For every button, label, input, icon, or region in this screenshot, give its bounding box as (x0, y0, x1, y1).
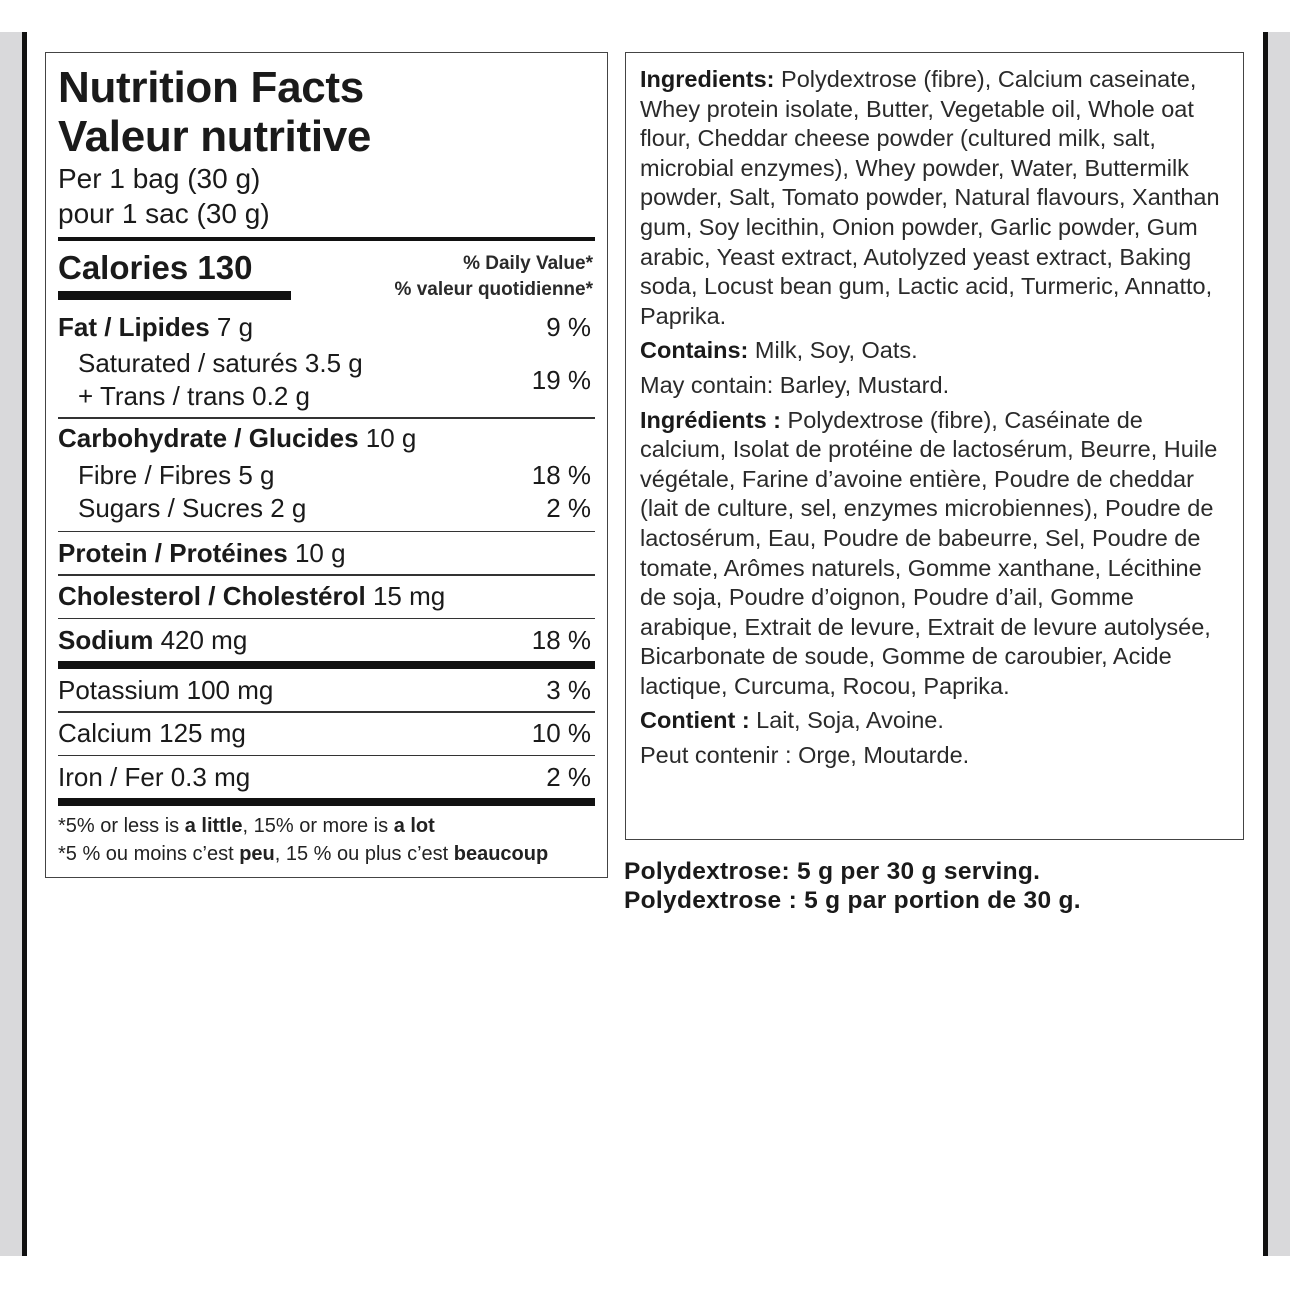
polydextrose-note-en: Polydextrose: 5 g per 30 g serving. (624, 858, 1041, 885)
saturated-trans-row (58, 347, 595, 413)
fat-percent: 9 % (546, 311, 591, 342)
fibre-row (58, 459, 595, 492)
polydextrose-note (624, 857, 1081, 915)
ingredients-panel (625, 52, 1244, 840)
cholesterol-label: Cholesterol / Cholestérol (58, 581, 366, 611)
calories-row (58, 241, 595, 305)
right-black-rule (1263, 32, 1268, 1256)
contains-en-label: Contains: (640, 337, 749, 364)
iron-percent: 2 % (546, 761, 591, 792)
footnote-en: *5% or less is a little, 15% or more is a lot (58, 815, 435, 837)
sodium-percent: 18 % (531, 624, 591, 655)
saturated-trans-percent: 19 % (531, 364, 591, 395)
carbohydrate-row (58, 419, 595, 459)
iron-label: Iron / Fer 0.3 mg (58, 761, 251, 792)
sodium-row (58, 619, 595, 661)
daily-value-header (395, 251, 593, 303)
nutrition-title-en: Nutrition Facts (58, 63, 364, 112)
fibre-percent: 18 % (531, 459, 591, 490)
sodium-label: Sodium (58, 624, 154, 655)
ingredients-fr-text: Polydextrose (fibre), Caséinate de calcium, Isolat de protéine de lactosérum, Beurre, Huile végétale, Farine d’avoine entière, Poudre de cheddar (lait de culture, sel, enzymes microbiennes), Poudre de lactosérum, Eau, Poudre de babeurre, Sel, Poudre de tomate, Arômes naturels, Gomme xanthane, Lécithine de soja, Poudre d’oignon, Poudre d’ail, Gomme arabique, Extrait de levure, Extrait de levure autolysée, Bicarbonate de soude, Gomme de caroubier, Acide lactique, Curcuma, Rocou, Paprika. (640, 406, 1218, 699)
calories-label: Calories 130 (58, 249, 253, 286)
protein-row (58, 532, 595, 574)
fat-row (58, 307, 595, 347)
ingredients-en-label: Ingredients: (640, 66, 775, 92)
potassium-label: Potassium 100 mg (58, 674, 274, 705)
daily-value-header-fr: % valeur quotidienne* (394, 279, 593, 300)
ingredients-fr (640, 406, 1229, 702)
fibre-label: Fibre / Fibres 5 g (78, 459, 275, 490)
calcium-percent: 10 % (531, 718, 591, 748)
left-black-rule (22, 32, 27, 1256)
polydextrose-note-fr: Polydextrose : 5 g par portion de 30 g. (624, 887, 1081, 914)
ingredients-fr-label: Ingrédients : (640, 406, 782, 433)
serving-size-fr: pour 1 sac (30 g) (58, 198, 270, 229)
potassium-percent: 3 % (546, 674, 591, 705)
fat-amount: 7 g (216, 311, 254, 342)
left-gray-margin (0, 32, 22, 1256)
fat-label: Fat / Lipides (58, 311, 210, 342)
sugars-row (58, 492, 595, 525)
footnote-fr: *5 % ou moins c’est peu, 15 % ou plus c’est beaucoup (58, 843, 549, 865)
serving-size-en: Per 1 bag (30 g) (58, 163, 261, 194)
carbohydrate-label: Carbohydrate / Glucides (58, 423, 359, 453)
contains-fr-text: Lait, Soja, Avoine. (749, 707, 944, 734)
carbohydrate-amount: 10 g (365, 423, 417, 453)
potassium-row (58, 669, 595, 711)
ingredients-en-text: Polydextrose (fibre), Calcium caseinate, Whey protein isolate, Butter, Vegetable oil, Whole oat flour, Cheddar cheese powder (cultured milk, salt, microbial enzymes), Whey powder, Water, Buttermilk powder, Salt, Tomato powder, Natural flavours, Xanthan gum, Soy lecithin, Onion powder, Garlic powder, Gum arabic, Yeast extract, Autolyzed yeast extract, Baking soda, Locust bean gum, Lactic acid, Turmeric, Annatto, Paprika. (640, 66, 1220, 329)
cholesterol-row (58, 576, 595, 618)
trans-fat: + Trans / trans 0.2 g (78, 381, 310, 411)
divider-thick (58, 661, 595, 669)
cholesterol-amount: 15 mg (372, 581, 446, 611)
saturated-fat: Saturated / saturés 3.5 g (78, 348, 363, 378)
protein-label: Protein / Protéines (58, 537, 288, 568)
calcium-row (58, 713, 595, 755)
sodium-amount: 420 mg (160, 624, 248, 655)
sugars-label: Sugars / Sucres 2 g (78, 492, 307, 523)
calories-underline (58, 291, 291, 300)
calcium-label: Calcium 125 mg (58, 718, 246, 748)
protein-amount: 10 g (294, 537, 346, 568)
contains-en (640, 336, 1229, 366)
iron-row (58, 756, 595, 798)
may-contain-en: May contain: Barley, Mustard. (640, 371, 950, 398)
nutrition-facts-panel (45, 52, 608, 878)
nutrition-title-fr: Valeur nutritive (58, 112, 372, 161)
divider-thick (58, 798, 595, 806)
daily-value-footnote (58, 806, 595, 868)
contains-en-text: Milk, Soy, Oats. (748, 337, 918, 364)
daily-value-header-en: % Daily Value* (463, 253, 593, 274)
contains-fr-label: Contient : (640, 707, 750, 734)
right-gray-margin (1268, 32, 1290, 1256)
sugars-percent: 2 % (546, 492, 591, 523)
may-contain-fr: Peut contenir : Orge, Moutarde. (640, 742, 970, 769)
ingredients-en (640, 65, 1229, 331)
contains-fr (640, 706, 1229, 736)
